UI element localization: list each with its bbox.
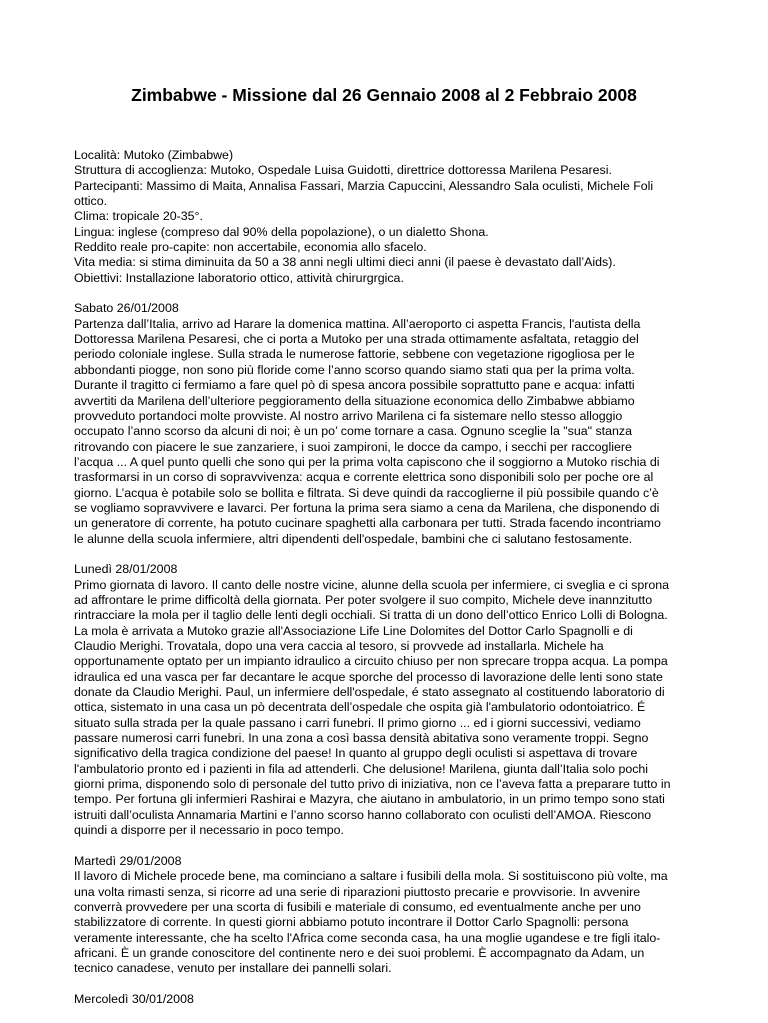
text-line: donate da Claudio Merighi. Paul, un infermiere dell'ospedale, é stato assegnato al costituendo laboratorio di — [74, 685, 665, 700]
text-line: provveduto portandoci molte provviste. Al nostro arrivo Marilena ci fa sistemare nello stesso alloggio — [74, 408, 623, 423]
text-line: una volta rimasti senza, si ricorre ad una serie di riparazioni piuttosto precarie e provvisorie. In avvenire — [74, 884, 641, 899]
info-section — [74, 148, 704, 286]
text-line: l’acqua ... A quel punto quelli che sono qui per la prima volta capiscono che il soggiorno a Mutoko rischia di — [74, 454, 660, 469]
document-title: Zimbabwe - Missione dal 26 Gennaio 2008 al 2 Febbraio 2008 — [131, 85, 637, 105]
text-line: istruiti dall’oculista Annamaria Martini e l’anno scorso hanno collaborato con oculisti dell’AMOA. Riescono — [74, 807, 652, 822]
text-line: ottico. — [74, 194, 108, 209]
text-line: Struttura di accoglienza: Mutoko, Ospedale Luisa Guidotti, direttrice dottoressa Marilena Pesaresi. — [74, 163, 612, 178]
text-line: converrà provvedere per una scorta di fusibili e materiale di consumo, ed eventualmente anche per uno — [74, 899, 641, 914]
day-heading: Lunedì 28/01/2008 — [74, 562, 178, 577]
text-line: Vita media: si stima diminuita da 50 a 38 anni negli ultimi dieci anni (il paese è devastato dall’Aids). — [74, 255, 616, 270]
day-section-martedi — [74, 854, 704, 977]
text-line: quindi a disporre per il necessario in poco tempo. — [74, 823, 344, 838]
text-line: rintracciare la mola per il taglio delle lenti degli occhiali. Si tratta di un dono dell’ottico Enrico Lolli di Bologna. — [74, 608, 668, 623]
text-line: ritrovando con piacere le sue zanzariere, i suoi zampironi, le docce da campo, i secchi per raccogliere — [74, 439, 632, 454]
text-line: passare numerosi carri funebri. In una zona a così bassa densità abitativa sono veramente troppi. Segno — [74, 731, 649, 746]
text-line: significativo della tragica condizione del paese! In quanto al gruppo degli oculisti si aspettava di trovare — [74, 746, 638, 761]
text-line: Obiettivi: Installazione laboratorio ottico, attività chirurgrgica. — [74, 270, 404, 285]
text-line: abbondanti piogge, non sono più floride come l’anno scorso quando siamo stati qua per la prima volta. — [74, 362, 635, 377]
text-line: Partenza dall’Italia, arrivo ad Harare la domenica mattina. All’aeroporto ci aspetta Francis, l'autista della — [74, 316, 641, 331]
text-line: Claudio Merighi. Trovatala, dopo una vera caccia al tesoro, si provvede ad installarla. Michele ha — [74, 639, 604, 653]
text-line: Reddito reale pro-capite: non accertabile, economia allo sfacelo. — [74, 240, 427, 255]
text-line: La mola è arrivata a Mutoko grazie all'Associazione Life Line Dolomites del Dottor Carlo Spagnolli e di — [74, 623, 633, 638]
text-line: opportunamente optato per un impianto idraulico a circuito chiuso per non sprecare troppa acqua. La pompa — [74, 654, 668, 669]
day-section-lunedi — [74, 562, 704, 838]
text-line: trasformarsi in un corso di sopravvivenza: acqua e corrente elettrica sono disponibili solo per poche ore al — [74, 470, 654, 485]
day-heading: Martedì 29/01/2008 — [74, 853, 182, 868]
day-heading: Mercoledì 30/01/2008 — [74, 991, 194, 1006]
text-line: tempo. Per fortuna gli infermieri Rashirai e Mazyra, che aiutano in ambulatorio, in un primo tempo sono stati — [74, 792, 665, 807]
text-line: avvertiti da Marilena dell’ulteriore peggioramento della situazione economica dello Zimbabwe abbiamo — [74, 393, 635, 408]
day-heading: Sabato 26/01/2008 — [74, 301, 179, 316]
text-line: giorni prima, disponendo solo di personale del tutto privo di iniziativa, non ce l’aveva fatta a preparare tutto in — [74, 777, 671, 792]
text-line: se vogliamo sopravvivere e lavarci. Per fortuna la prima sera siamo a cena da Marilena, che disponendo di — [74, 500, 660, 515]
text-line: occupato l’anno scorso da alcuni di noi; è un po’ come tornare a casa. Ognuno sceglie la "sua" stanza — [74, 424, 632, 439]
text-line: le alunne della scuola infermiere, altri dipendenti dell'ospedale, bambini che ci salutano festosamente. — [74, 531, 633, 546]
text-line: periodo coloniale inglese. Sulla strada le numerose fattorie, sebbene con vegetazione rigogliosa per le — [74, 347, 635, 362]
day-section-mercoledi — [74, 992, 704, 1007]
text-line: veramente interessante, che ha scelto l'Africa come seconda casa, ha una moglie ugandese e tre figli italo- — [74, 930, 661, 945]
text-line: Durante il tragitto ci fermiamo a fare quel pò di spesa ancora possibile soprattutto pane e acqua: infatti — [74, 378, 635, 393]
text-line: un generatore di corrente, ha potuto cucinare spaghetti alla carbonara per tutti. Strada facendo incontriamo — [74, 516, 661, 531]
text-line: Primo giornata di lavoro. Il canto delle nostre vicine, alunne della scuola per infermiere, ci sveglia e ci sprona — [74, 577, 670, 592]
text-line: Dottoressa Marilena Pesaresi, che ci porta a Mutoko per una strada ottimamente asfaltata, retaggio del — [74, 332, 639, 347]
text-line: stabilizzatore di corrente. In questi giorni abbiamo potuto incontrare il Dottor Carlo Spagnolli: persona — [74, 915, 629, 930]
document-body — [74, 148, 704, 1023]
text-line: Clima: tropicale 20-35°. — [74, 209, 203, 224]
text-line: Partecipanti: Massimo di Maita, Annalisa Fassari, Marzia Capuccini, Alessandro Sala oculisti, Michele Foli — [74, 178, 654, 193]
text-line: Il lavoro di Michele procede bene, ma cominciano a saltare i fusibili della mola. Si sostituiscono più volte, ma — [74, 869, 668, 884]
text-line: ad affrontare le prime difficoltà della giornata. Per poter svolgere il suo compito, Michele deve inannzitutto — [74, 592, 653, 607]
text-line: idraulica ed una vasca per far decantare le acque sporche del processo di lavorazione delle lenti sono state — [74, 669, 663, 684]
text-line: ottica, sistemato in una casa un pò decentrata dell’ospedale che ospita già l'ambulatorio odontoiatrico. É — [74, 700, 646, 715]
text-line: Lingua: inglese (compreso dal 90% della popolazione), o un dialetto Shona. — [74, 224, 489, 239]
text-line: l'ambulatorio pronto ed i pazienti in fila ad attenderli. Che delusione! Marilena, giunta dall’Italia solo pochi — [74, 761, 649, 776]
text-line: Località: Mutoko (Zimbabwe) — [74, 148, 234, 162]
text-line: tecnico canadese, venuto per installare dei pannelli solari. — [74, 961, 392, 976]
text-line: situato sulla strada per la quale passano i carri funebri. Il primo giorno ... ed i giorni successivi, vediamo — [74, 715, 641, 730]
day-section-sabato — [74, 301, 704, 547]
text-line: africani. È un grande conoscitore del continente nero e dei suoi problemi. È accompagnato da Adam, un — [74, 945, 645, 960]
text-line: giorno. L’acqua è potabile solo se bollita e filtrata. Si deve quindi da raccoglierne il più possibile quando c’è — [74, 485, 659, 500]
